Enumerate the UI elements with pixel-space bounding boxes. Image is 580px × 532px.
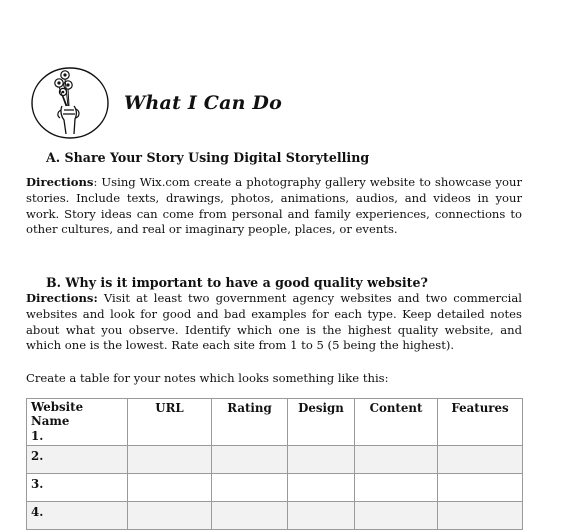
table-cell — [355, 446, 438, 474]
table-cell — [128, 446, 212, 474]
row-number: 4. — [27, 502, 128, 530]
table-cell — [128, 502, 212, 530]
table-cell — [355, 474, 438, 502]
table-row — [27, 474, 523, 502]
table-row — [27, 502, 523, 530]
header-website-name: Website Name 1. — [27, 399, 128, 446]
table-cell — [288, 502, 355, 530]
header-design: Design — [288, 399, 355, 446]
table-cell — [288, 446, 355, 474]
table-cell — [355, 502, 438, 530]
header-content: Content — [355, 399, 438, 446]
notes-table-container — [26, 398, 522, 530]
table-cell — [212, 502, 288, 530]
notes-table — [26, 398, 523, 530]
table-cell — [438, 446, 523, 474]
table-intro: Create a table for your notes which looks something like this: — [26, 371, 389, 385]
row-number: 2. — [27, 446, 128, 474]
header-url: URL — [128, 399, 212, 446]
section-a-title: A. Share Your Story Using Digital Storytelling — [46, 150, 370, 165]
hand-holding-flowers-icon — [30, 66, 110, 140]
section-b-directions — [26, 291, 522, 354]
row-number: 1. — [31, 429, 44, 443]
section-a-directions — [26, 175, 522, 238]
directions-label: Directions — [26, 175, 94, 189]
directions-text: : Using Wix.com create a photography gallery website to showcase your stories. Include texts, drawings, photos, animations, audios, and videos in your work. Story ideas can come from personal and family experiences, connections to other cultures, and real or imaginary people, places, or events. — [26, 175, 522, 237]
page-heading: What I Can Do — [124, 92, 282, 114]
table-cell — [438, 474, 523, 502]
table-cell — [212, 474, 288, 502]
row-number: 3. — [27, 474, 128, 502]
table-header-row — [27, 399, 523, 446]
directions-label: Directions: — [26, 291, 98, 305]
directions-text: Visit at least two government agency websites and two commercial websites and look for good and bad examples for each type. Keep detailed notes about what you observe. Identify which one is the highest quality website, and which one is the lowest. Rate each site from 1 to 5 (5 being the highest). — [26, 291, 522, 353]
header-features: Features — [438, 399, 523, 446]
section-b-title: B. Why is it important to have a good quality website? — [46, 275, 428, 290]
table-cell — [288, 474, 355, 502]
table-row — [27, 446, 523, 474]
table-cell — [438, 502, 523, 530]
header-rating: Rating — [212, 399, 288, 446]
table-cell — [128, 474, 212, 502]
table-cell — [212, 446, 288, 474]
